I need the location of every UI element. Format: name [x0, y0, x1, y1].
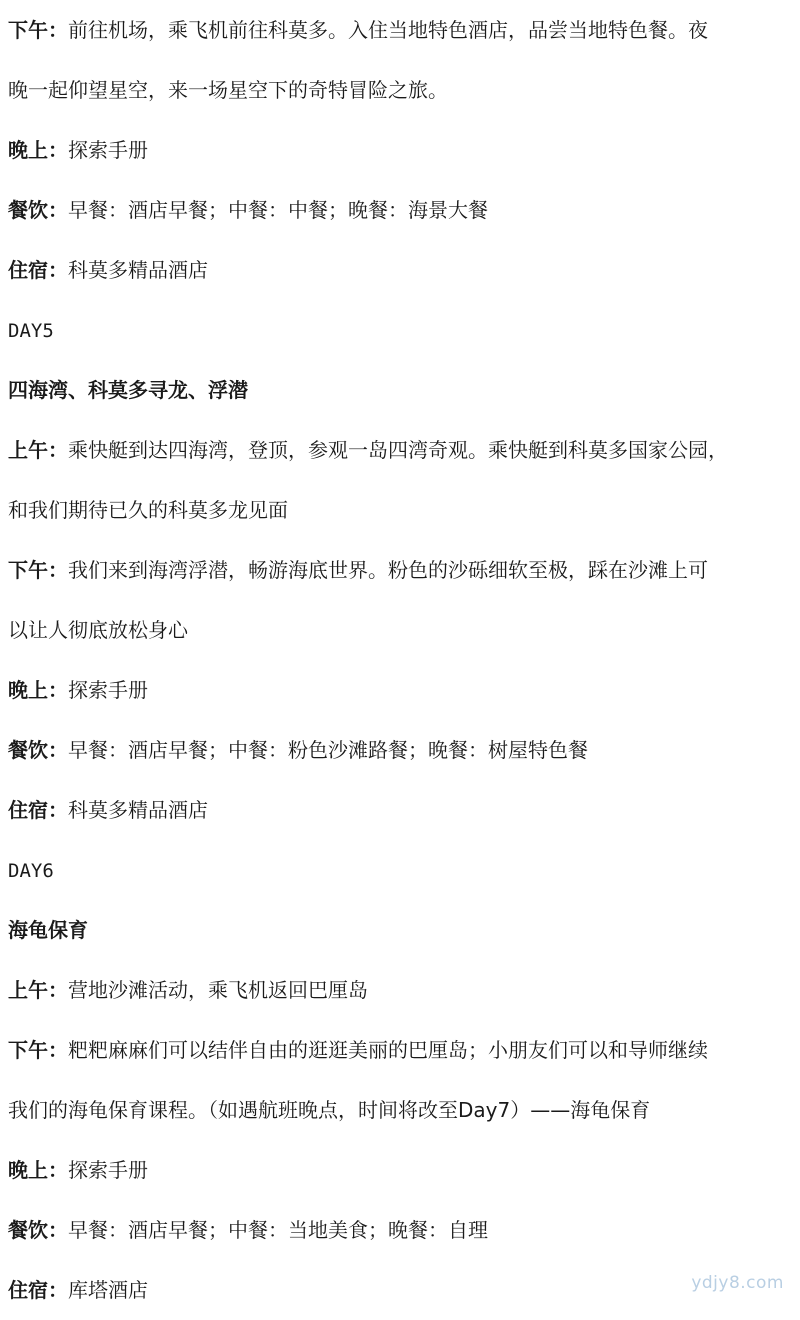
line-label: 上午：	[8, 438, 68, 462]
day-label: DAY5	[8, 320, 54, 342]
line-text: 晚一起仰望星空，来一场星空下的奇特冒险之旅。	[8, 78, 448, 102]
line-text: 我们的海龟保育课程。（如遇航班晚点，时间将改至Day7）——海龟保育	[8, 1098, 651, 1122]
line-label: 餐饮：	[8, 1218, 68, 1242]
line-text: 早餐：酒店早餐；中餐：中餐；晚餐：海景大餐	[68, 198, 488, 222]
line-label: 餐饮：	[8, 738, 68, 762]
morning-line	[8, 960, 794, 1020]
line-text: 我们来到海湾浮潜，畅游海底世界。粉色的沙砾细软至极，踩在沙滩上可	[68, 558, 708, 582]
lodging-line	[8, 1260, 794, 1320]
afternoon-continued-line	[8, 60, 794, 120]
line-label: 下午：	[8, 1038, 68, 1062]
line-text: 科莫多精品酒店	[68, 798, 208, 822]
meals-line	[8, 180, 794, 240]
lodging-line	[8, 240, 794, 300]
afternoon-line	[8, 0, 794, 60]
line-text: 营地沙滩活动，乘飞机返回巴厘岛	[68, 978, 368, 1002]
line-text: 探索手册	[68, 138, 148, 162]
day-heading	[8, 900, 794, 960]
day-marker	[8, 840, 794, 900]
line-text: 粑粑麻麻们可以结伴自由的逛逛美丽的巴厘岛；小朋友们可以和导师继续	[68, 1038, 708, 1062]
afternoon-continued-line	[8, 600, 794, 660]
afternoon-line	[8, 1020, 794, 1080]
line-text: 乘快艇到达四海湾，登顶，参观一岛四湾奇观。乘快艇到科莫多国家公园，	[68, 438, 728, 462]
line-label: 住宿：	[8, 258, 68, 282]
line-label: 住宿：	[8, 798, 68, 822]
line-label: 上午：	[8, 978, 68, 1002]
evening-line	[8, 1140, 794, 1200]
day-marker	[8, 300, 794, 360]
afternoon-continued-line	[8, 1080, 794, 1140]
itinerary-document	[8, 0, 794, 1320]
line-label: 晚上：	[8, 138, 68, 162]
line-text: 探索手册	[68, 1158, 148, 1182]
line-text: 早餐：酒店早餐；中餐：粉色沙滩路餐；晚餐：树屋特色餐	[68, 738, 588, 762]
day-title: 海龟保育	[8, 918, 88, 942]
day-title: 四海湾、科莫多寻龙、浮潜	[8, 378, 248, 402]
line-text: 和我们期待已久的科莫多龙见面	[8, 498, 288, 522]
line-text: 科莫多精品酒店	[68, 258, 208, 282]
day-heading	[8, 360, 794, 420]
line-text: 探索手册	[68, 678, 148, 702]
evening-line	[8, 660, 794, 720]
morning-continued-line	[8, 480, 794, 540]
line-label: 下午：	[8, 558, 68, 582]
line-text: 早餐：酒店早餐；中餐：当地美食；晚餐：自理	[68, 1218, 488, 1242]
evening-line	[8, 120, 794, 180]
line-label: 下午：	[8, 18, 68, 42]
line-text: 库塔酒店	[68, 1278, 148, 1302]
morning-line	[8, 420, 794, 480]
watermark: ydjy8.com	[691, 1273, 784, 1293]
line-label: 晚上：	[8, 678, 68, 702]
line-label: 晚上：	[8, 1158, 68, 1182]
line-text: 以让人彻底放松身心	[8, 618, 188, 642]
line-text: 前往机场，乘飞机前往科莫多。入住当地特色酒店，品尝当地特色餐。夜	[68, 18, 708, 42]
line-label: 餐饮：	[8, 198, 68, 222]
afternoon-line	[8, 540, 794, 600]
meals-line	[8, 720, 794, 780]
line-label: 住宿：	[8, 1278, 68, 1302]
day-label: DAY6	[8, 860, 54, 882]
meals-line	[8, 1200, 794, 1260]
lodging-line	[8, 780, 794, 840]
